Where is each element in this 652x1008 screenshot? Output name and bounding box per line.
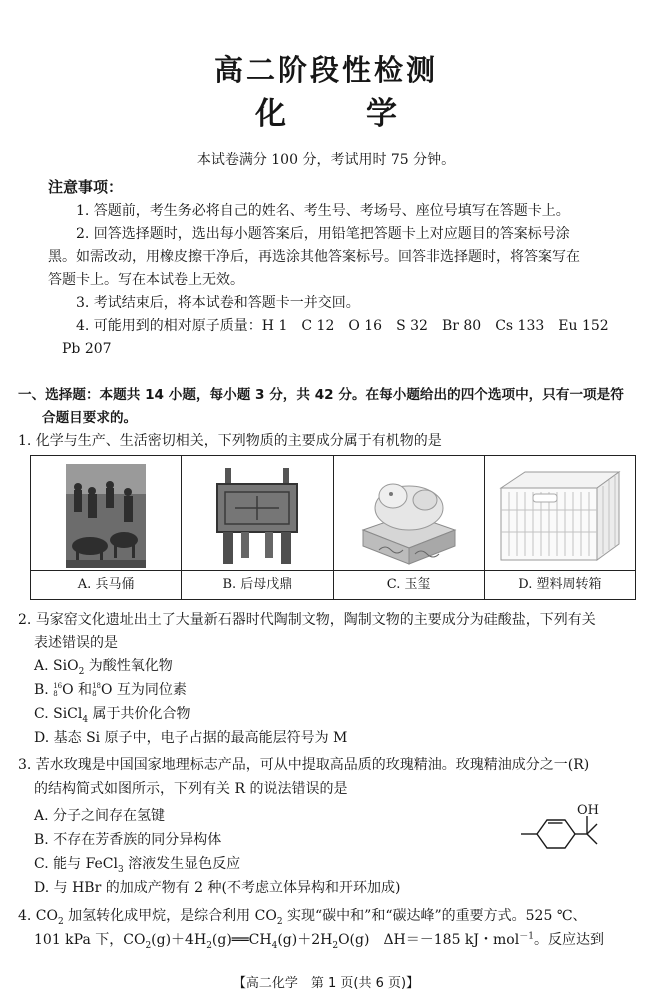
q3-oh-label: OH [577, 803, 599, 818]
notice-item-1: 1. 答题前，考生务必将自己的姓名、考生号、考场号、座位号填写在答题卡上。 [76, 203, 570, 219]
section-heading-line2: 合题目要求的。 [42, 410, 138, 426]
q3-stem-line2: 的结构简式如图所示，下列有关 R 的说法错误的是 [34, 781, 348, 797]
q2-stem-line2: 表述错误的是 [34, 635, 118, 651]
q1-option-b-label: B. 后母戊鼎 [182, 570, 332, 599]
q1-option-c-cell [334, 456, 485, 599]
notice-item-2b: 黑。如需改动，用橡皮擦干净后，再选涂其他答案标号。回答非选择题时，将答案写在 [48, 249, 580, 265]
plastic-crate-photo [493, 462, 627, 570]
notice-item-3: 3. 考试结束后，将本试卷和答题卡一并交回。 [76, 295, 360, 311]
notice-heading: 注意事项： [48, 178, 124, 196]
q3-option-d: D. 与 HBr 的加成产物有 2 种(不考虑立体异构和开环加成) [34, 880, 401, 896]
notice-item-4b: Pb 207 [62, 341, 112, 357]
q2-option-a: A. SiO$_2$ 为酸性氧化物 [34, 658, 173, 677]
q1-option-a-label: A. 兵马俑 [31, 570, 181, 599]
subject-char-1: 化 [255, 96, 286, 132]
q1-option-d-cell [485, 456, 635, 599]
q2-option-d: D. 基态 Si 原子中，电子占据的最高能层符号为 M [34, 730, 348, 746]
notice-item-4a: 4. 可能用到的相对原子质量：H 1 C 12 O 16 S 32 Br 80 Cs 133 Eu 152 [76, 318, 609, 334]
q1-option-c-label: C. 玉玺 [334, 570, 484, 599]
q4-stem-line2: 101 kPa 下，$CO_2(g)+4H_2(g)══CH_4(g)+2H_2O(g)$ ΔH＝－185 kJ・mol$^{-1}$。反应达到 [34, 931, 604, 951]
q1-stem: 1. 化学与生产、生活密切相关，下列物质的主要成分属于有机物的是 [18, 433, 442, 449]
q2-stem-line1: 2. 马家窑文化遗址出土了大量新石器时代陶制文物，陶制文物的主要成分为硅酸盐，下列有关 [18, 612, 596, 628]
notice-item-2a: 2. 回答选择题时，选出每小题答案后，用铅笔把答题卡上对应题目的答案标号涂 [76, 226, 570, 242]
q1-option-b-cell [182, 456, 333, 599]
exam-info: 本试卷满分 100 分，考试用时 75 分钟。 [196, 152, 456, 168]
q2-option-c: C. SiCl$_4$ 属于共价化合物 [34, 706, 191, 725]
jade-seal-photo [342, 462, 476, 570]
q1-option-table [30, 455, 636, 600]
exam-title: 高二阶段性检测 [213, 53, 438, 87]
q3-option-c: C. 能与 FeCl$_3$ 溶液发生显色反应 [34, 856, 241, 875]
q3-stem-line1: 3. 苦水玫瑰是中国国家地理标志产品，可从中提取高品质的玫瑰精油。玫瑰精油成分之一(R) [18, 757, 590, 773]
q3-option-a: A. 分子之间存在氢键 [34, 808, 166, 824]
exam-subject [0, 88, 652, 133]
page-footer: 【高二化学 第 1 页(共 6 页)】 [232, 976, 420, 991]
q1-option-a-cell [31, 456, 182, 599]
section-heading-line1: 一、选择题：本题共 14 小题，每小题 3 分，共 42 分。在每小题给出的四个选项中，只有一项是符 [18, 387, 624, 403]
q3-option-b: B. 不存在芳香族的同分异构体 [34, 832, 222, 848]
q3-structure-formula [515, 800, 611, 862]
houmuwu-ding-photo [190, 462, 324, 570]
q2-option-b: B. 16 8 O 和 18 8 O 互为同位素 [34, 682, 187, 698]
terracotta-warriors-photo [39, 462, 173, 570]
subject-char-2: 学 [366, 96, 397, 132]
q1-option-d-label: D. 塑料周转箱 [485, 570, 635, 599]
q4-stem-line1: 4. $CO_2$ 加氢转化成甲烷，是综合利用 $CO_2$ 实现“碳中和”和“碳达峰”的重要方式。525 ℃、 [18, 908, 587, 927]
notice-item-2c: 答题卡上。写在本试卷上无效。 [48, 272, 244, 288]
